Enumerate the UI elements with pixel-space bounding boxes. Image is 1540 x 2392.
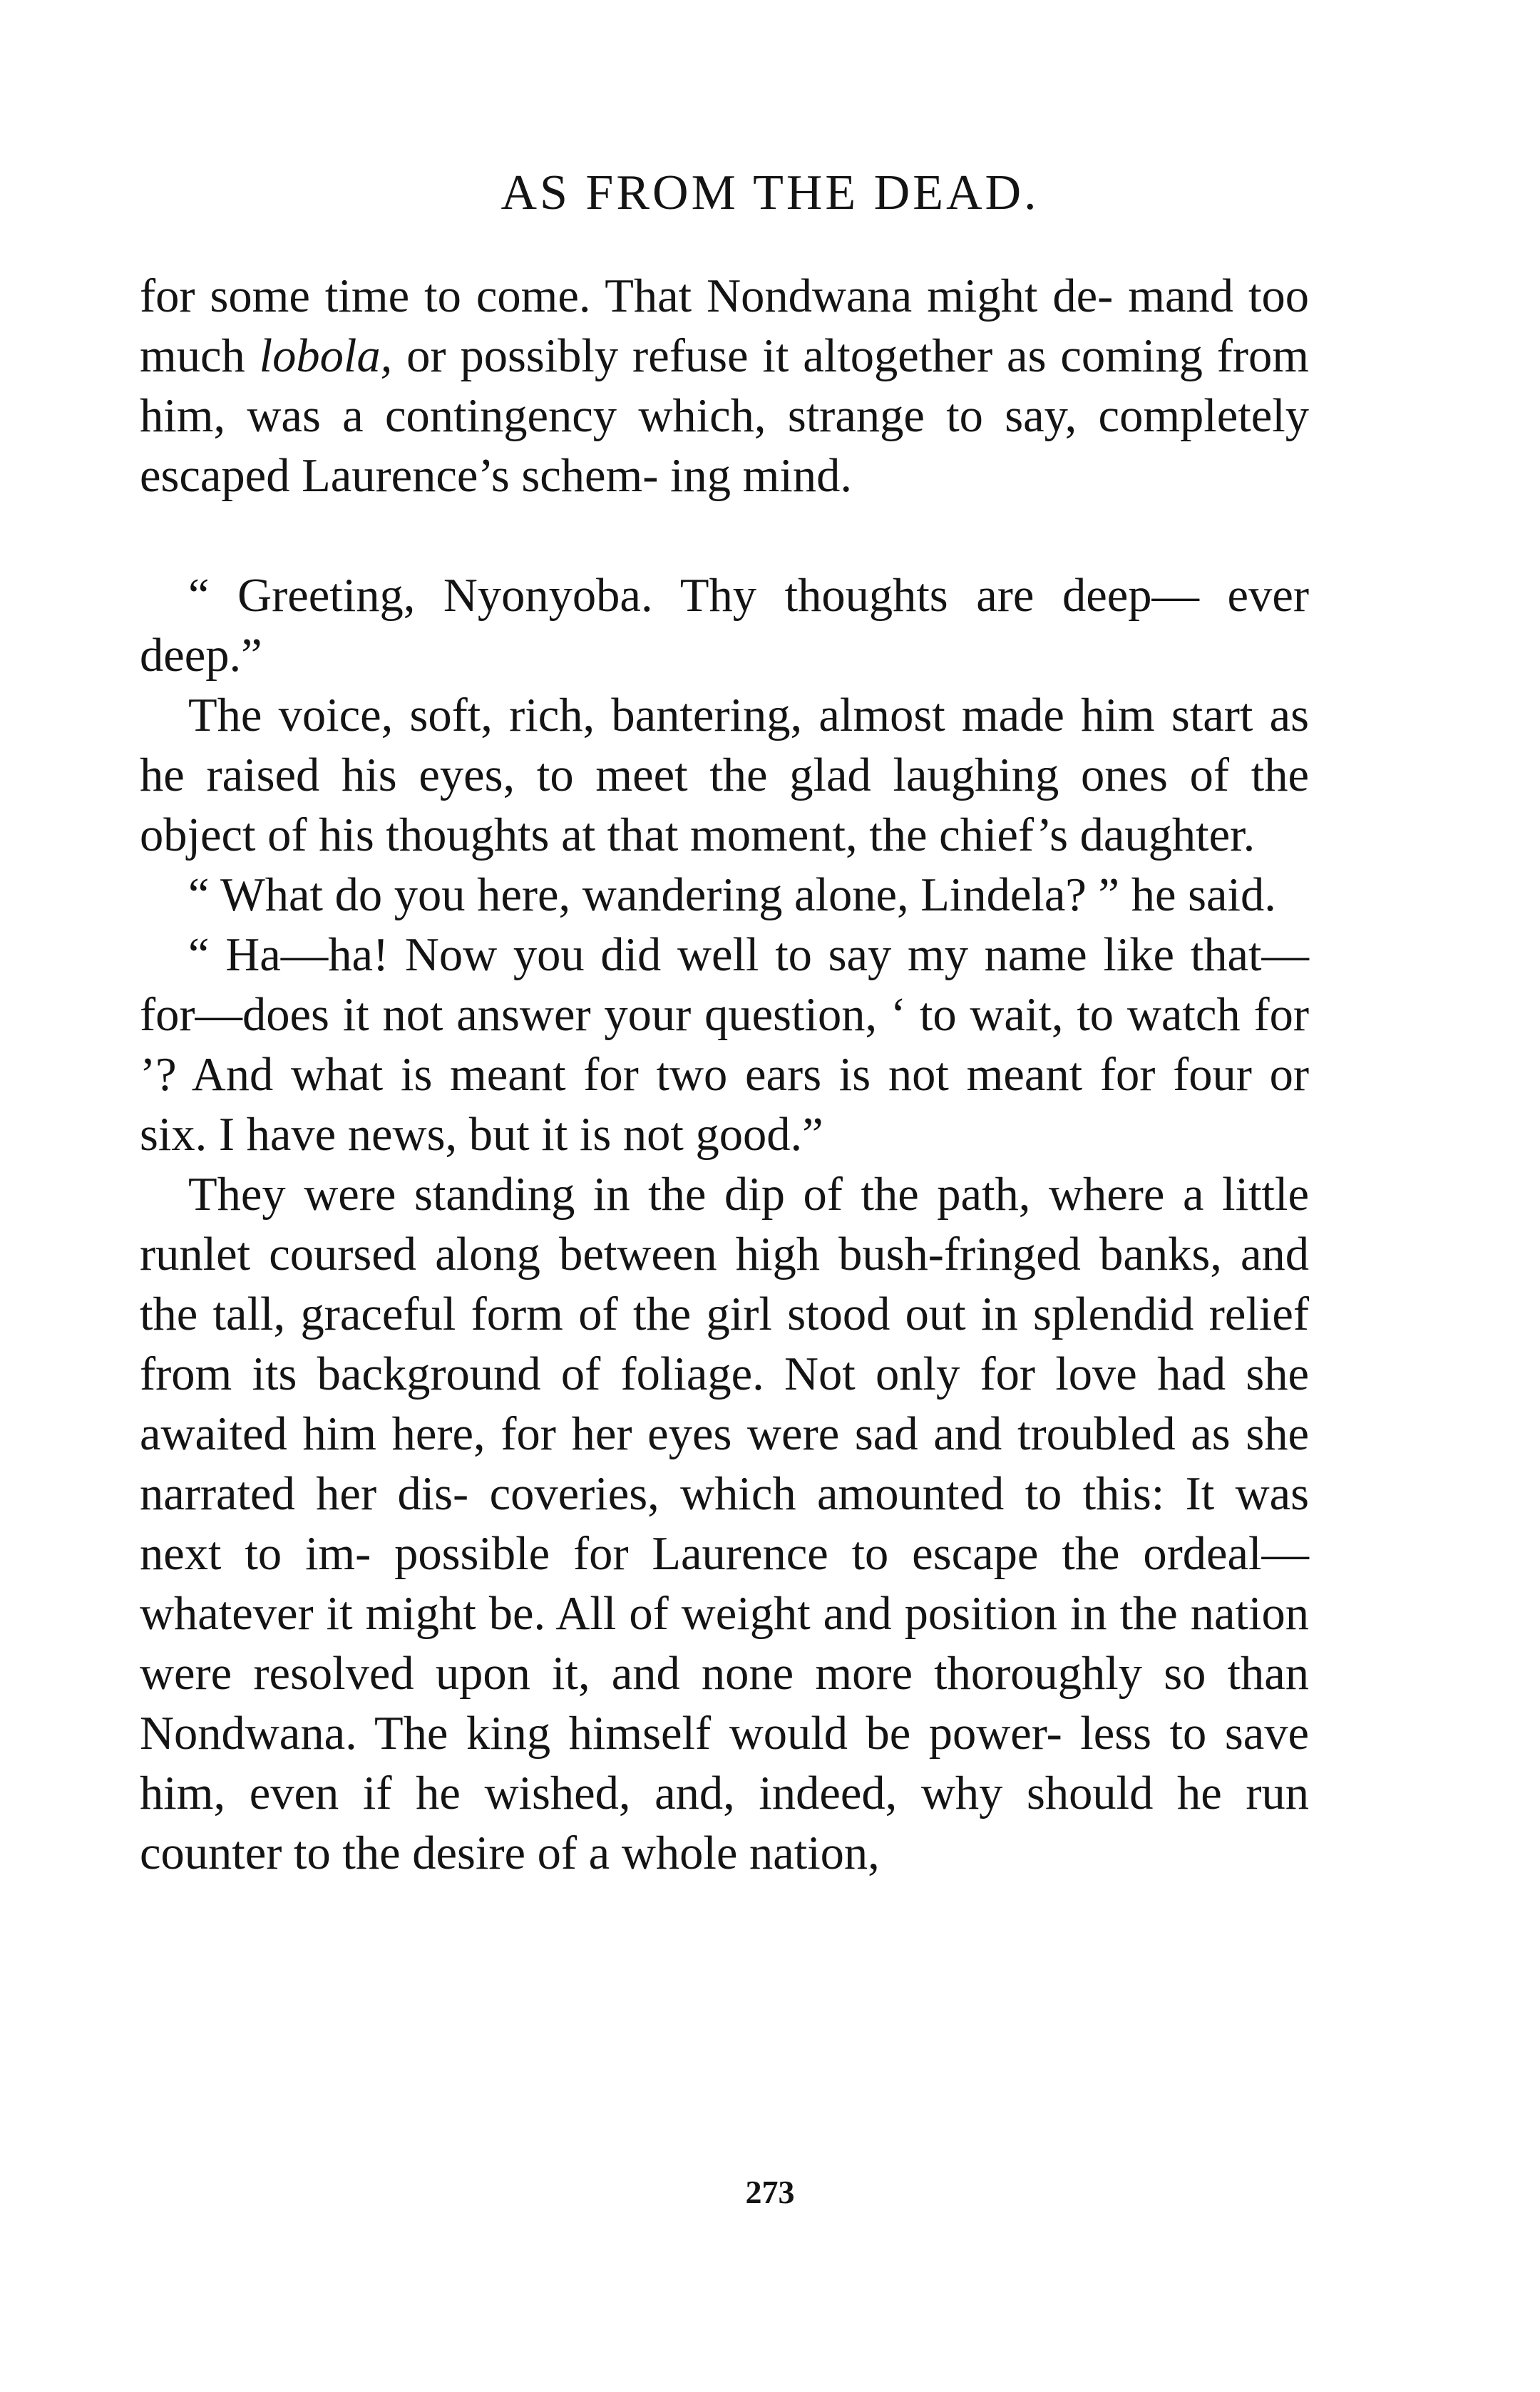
paragraph-6: They were standing in the dip of the path, where a little runlet coursed along between high bush-fringed banks, and the tall, graceful form of the girl stood out in splendid relief from its background of foliage. Not only for love had she awaited him here, for her eyes were sad and troubled as she narrated her dis- coveries, which amounted to this: It was next to im- possible for Laurence to escape the ordeal—whatever it might be. All of weight and position in the nation were resolved upon it, and none more thoroughly so than Nondwana. The king himself would be power- less to save him, even if he wished, and, indeed, why should he run counter to the desire of a whole nation, [140,1169,1309,1879]
paragraph-5: “ Ha—ha! Now you did well to say my name like that—for—does it not answer your question, ‘ to wait, to watch for ’? And what is meant for two ears is not meant for four or six. I have news, but it is not good.” [140,929,1309,1161]
paragraph-4: “ What do you here, wandering alone, Lindela? ” he said. [188,869,1276,921]
page-number: 273 [745,2174,795,2210]
paragraph-1-text-end: or possibly refuse it altogether as coming from him, was a contingency which, strange to say, completely escaped Laurence’s schem- ing mind. [140,330,1309,502]
paragraph-1 [140,267,1309,506]
italic-term-lobola: lobola, [259,330,393,382]
paragraph-3: The voice, soft, rich, bantering, almost made him start as he raised his eyes, to meet the glad laughing ones of the object of his thoughts at that moment, the chief’s daughter. [140,689,1309,861]
paragraph-1-text-start: for some time to come. That Nondwana might de- mand too much [140,270,1309,382]
running-title: AS FROM THE DEAD. [500,165,1040,220]
paragraph-2: “ Greeting, Nyonyoba. Thy thoughts are deep— ever deep.” [140,570,1309,682]
body-text [140,267,1309,1884]
